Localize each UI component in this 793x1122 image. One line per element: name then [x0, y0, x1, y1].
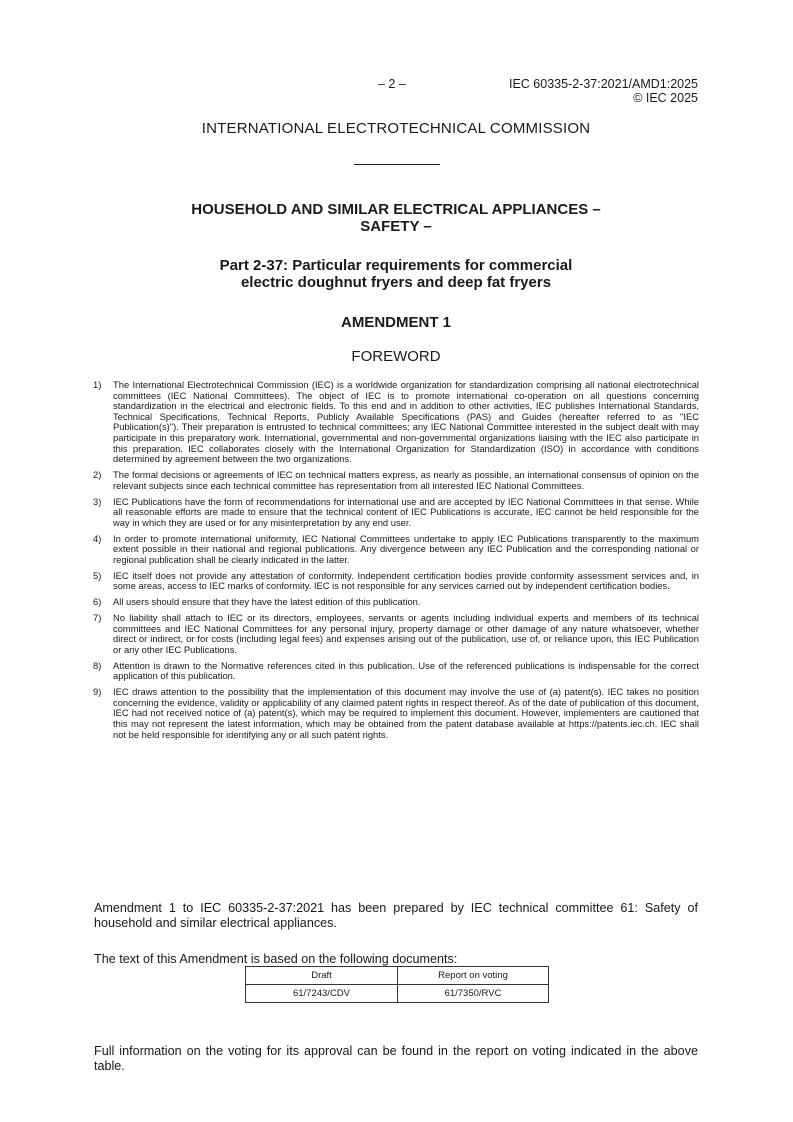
- title-line-1: HOUSEHOLD AND SIMILAR ELECTRICAL APPLIANCES –: [191, 201, 601, 218]
- cell-draft: 61/7243/CDV: [246, 985, 398, 1003]
- list-item: [93, 597, 699, 608]
- separator-rule: [354, 164, 440, 165]
- item-text: All users should ensure that they have the latest edition of this publication.: [113, 596, 421, 608]
- copyright-notice: © IEC 2025: [633, 91, 698, 105]
- item-text: The International Electrotechnical Commission (IEC) is a worldwide organization for standardization comprising all national electrotechnical committees (IEC National Committees). The object of IEC is to promote international co-operation on all questions concerning standardization in the electrical and electronic fields. To this end and in addition to other activities, IEC publishes International Standards, Technical Specifications, Technical Reports, Publicly Available Specifications (PAS) and Guides (hereafter referred to as "IEC Publication(s)"). Their preparation is entrusted to technical committees; any IEC National Committee interested in the subject dealt with may participate in this preparatory work. International, governmental and non-governmental organizations liaising with the IEC also participate in this preparation. IEC collaborates closely with the International Organization for Standardization (ISO) in accordance with conditions determined by agreement between the two organizations.: [113, 379, 699, 465]
- column-header-report: Report on voting: [398, 967, 549, 985]
- list-item: [93, 613, 699, 655]
- table-header-row: [246, 967, 549, 985]
- item-number: 7): [93, 612, 102, 624]
- item-number: 1): [93, 379, 102, 390]
- document-reference: [509, 77, 698, 105]
- list-item: [93, 470, 699, 491]
- list-item: [93, 571, 699, 592]
- foreword-list: [93, 380, 699, 745]
- amendment-heading: AMENDMENT 1: [340, 314, 451, 331]
- item-number: 5): [93, 569, 102, 581]
- item-number: 9): [93, 686, 102, 698]
- foreword-heading: FOREWORD: [351, 348, 441, 365]
- organization-name: INTERNATIONAL ELECTROTECHNICAL COMMISSION: [201, 120, 591, 137]
- prepared-by-paragraph: Amendment 1 to IEC 60335-2-37:2021 has been prepared by IEC technical committee 61: Safety of household and similar electrical appliances.: [94, 900, 698, 931]
- list-item: [93, 534, 699, 566]
- column-header-draft: Draft: [246, 967, 398, 985]
- table-row: [246, 985, 549, 1003]
- list-item: [93, 661, 699, 682]
- item-number: 2): [93, 469, 102, 481]
- item-number: 4): [93, 532, 102, 544]
- item-text: No liability shall attach to IEC or its directors, employees, servants or agents including individual experts and members of its technical committees and IEC National Committees for any personal injury, property damage or other damage of any nature whatsoever, whether direct or indirect, or for costs (including legal fees) and expenses arising out of the publication, use of, or reliance upon, this IEC Publication or any other IEC Publications.: [113, 612, 699, 655]
- list-item: [93, 497, 699, 529]
- list-item: [93, 687, 699, 740]
- item-number: 6): [93, 596, 102, 608]
- page-number: – 2 –: [378, 77, 406, 91]
- item-text: IEC itself does not provide any attestation of conformity. Independent certification bodies provide conformity assessment services and, in some areas, access to IEC marks of conformity. IEC is not responsible for any services carried out by independent certification bodies.: [113, 569, 699, 592]
- subtitle-line-1: Part 2-37: Particular requirements for commercial: [219, 257, 573, 274]
- subtitle-line-2: electric doughnut fryers and deep fat fryers: [240, 274, 552, 291]
- item-number: 3): [93, 495, 102, 507]
- page-header: [94, 77, 698, 107]
- item-text: Attention is drawn to the Normative references cited in this publication. Use of the referenced publications is indispensable for the correct application of this publication.: [113, 659, 699, 682]
- documents-table: [245, 966, 549, 1003]
- item-text: IEC Publications have the form of recommendations for international use and are accepted by IEC National Committees in that sense. While all reasonable efforts are made to ensure that the technical content of IEC Publications is accurate, IEC cannot be held responsible for the way in which they are used or for any misinterpretation by any end user.: [113, 495, 699, 528]
- document-title: [94, 201, 698, 235]
- based-on-paragraph: The text of this Amendment is based on the following documents:: [94, 951, 458, 966]
- item-text: In order to promote international uniformity, IEC National Committees undertake to apply IEC Publications transparently to the maximum extent possible in their national and regional publications. Any divergence between any IEC Publication and the corresponding national or regional publication shall be clearly indicated in the latter.: [113, 532, 699, 565]
- title-line-2: SAFETY –: [360, 218, 432, 235]
- document-subtitle: [94, 257, 698, 291]
- item-text: IEC draws attention to the possibility that the implementation of this document may involve the use of (a) patent(s). IEC takes no position concerning the evidence, validity or applicability of any claimed patent rights in respect thereof. As of the date of publication of this document, IEC had not received notice of (a) patent(s), which may be required to implement this document. However, implementers are cautioned that this may not represent the latest information, which may be obtained from the patent database available at https://patents.iec.ch. IEC shall not be held responsible for identifying any or all such patent rights.: [113, 686, 699, 740]
- item-text: The formal decisions or agreements of IEC on technical matters express, as nearly as possible, an international consensus of opinion on the relevant subjects since each technical committee has representation from all interested IEC National Committees.: [113, 469, 699, 491]
- voting-paragraph: Full information on the voting for its approval can be found in the report on voting indicated in the above table.: [94, 1043, 698, 1074]
- document-id: IEC 60335-2-37:2021/AMD1:2025: [508, 77, 698, 91]
- cell-report: 61/7350/RVC: [398, 985, 549, 1003]
- list-item: [93, 380, 699, 465]
- item-number: 8): [93, 659, 102, 671]
